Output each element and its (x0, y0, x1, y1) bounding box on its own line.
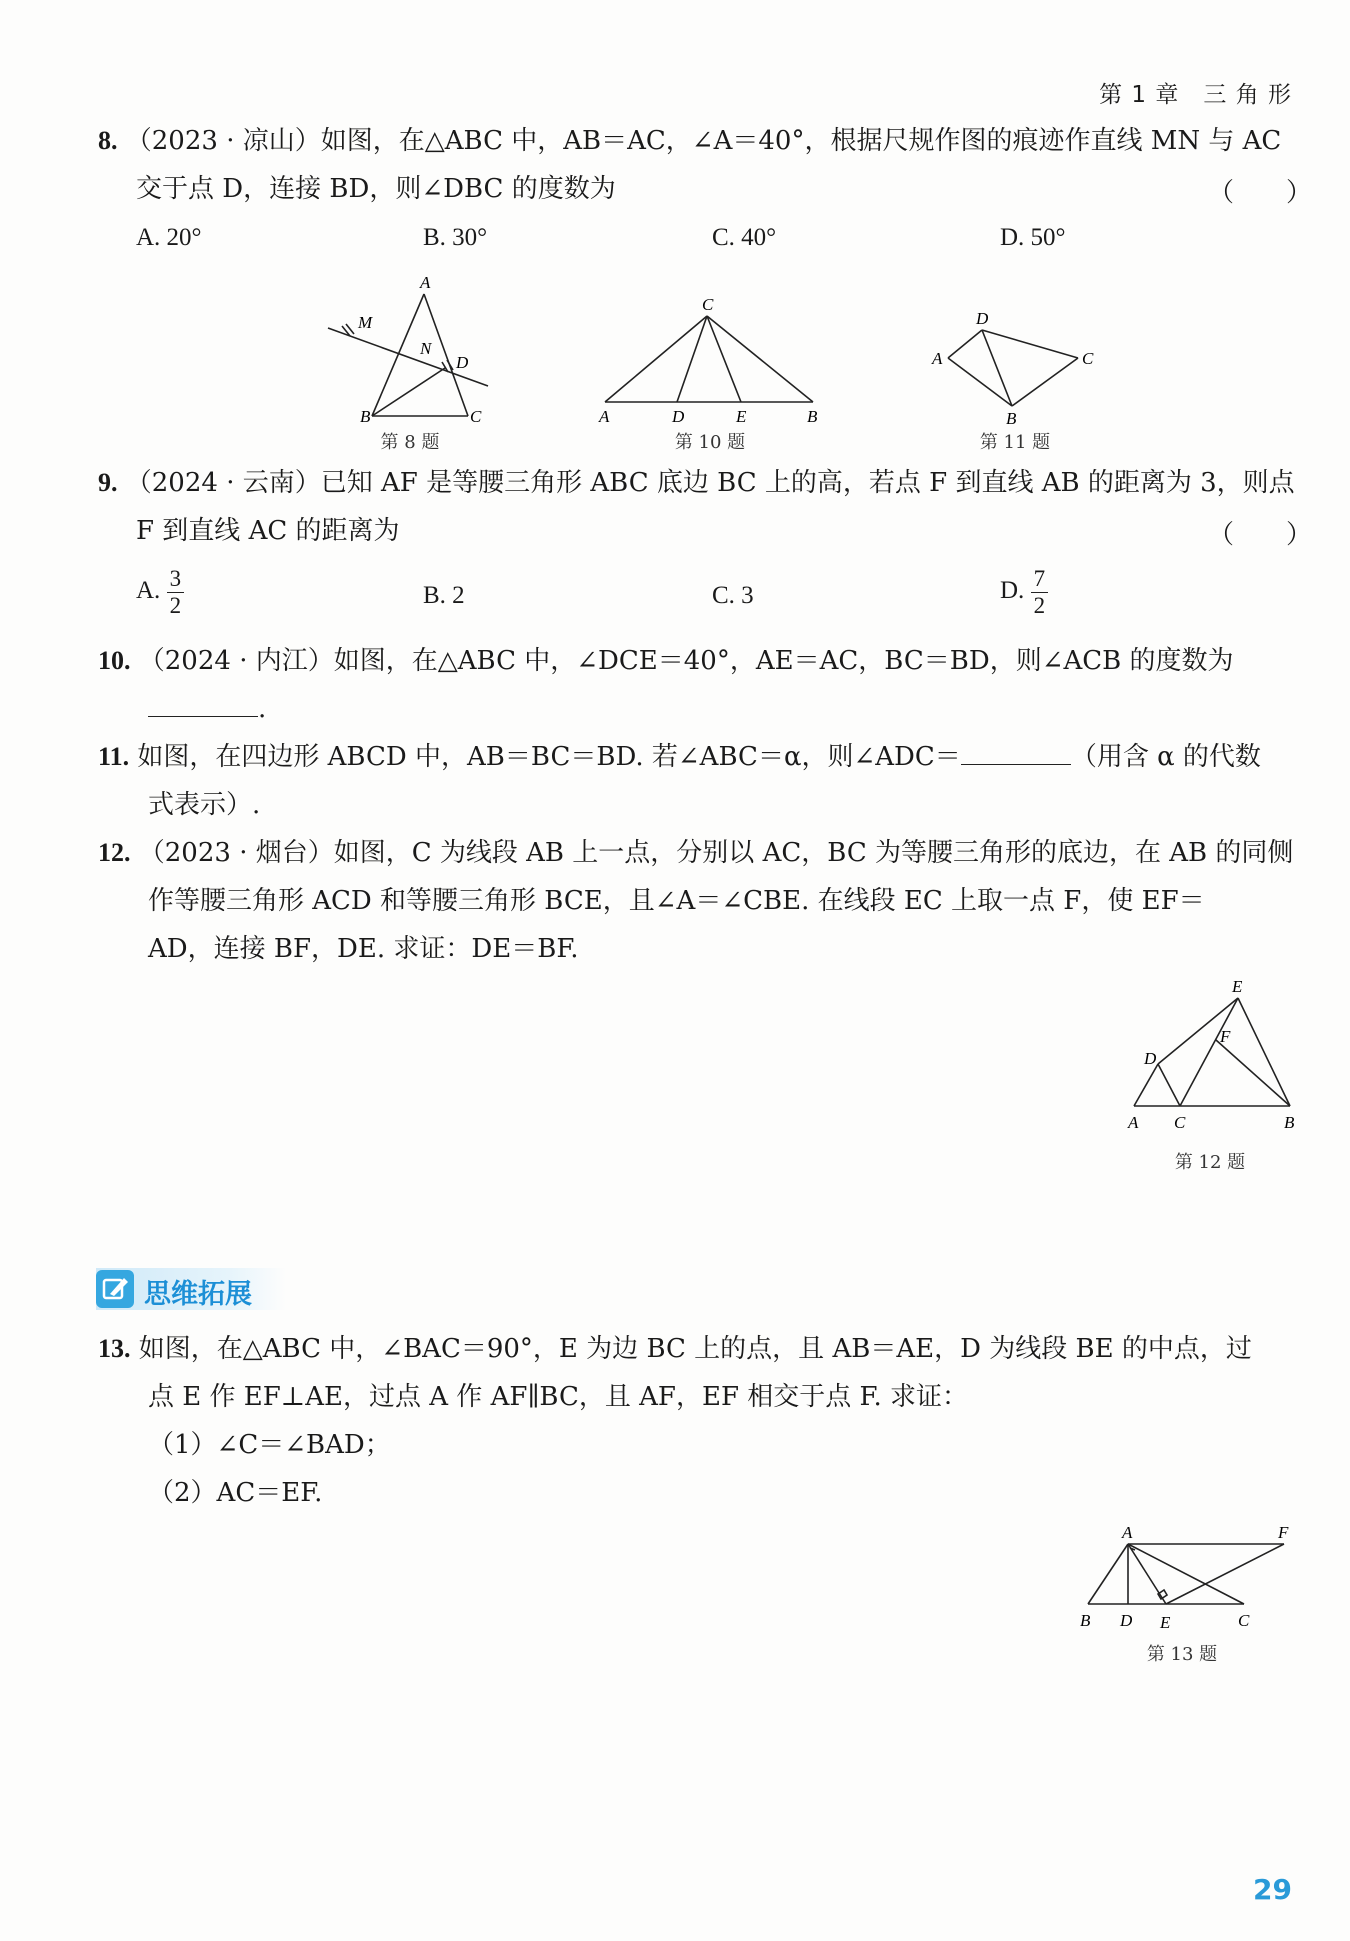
q11-text-1a: 如图，在四边形 ABCD 中，AB＝BC＝BD. 若∠ABC＝α，则∠ADC＝ (137, 742, 961, 772)
q11-text-1b: （用含 α 的代数 (1070, 742, 1261, 772)
q8-line1 (98, 124, 1281, 158)
fig13-label-e: E (1160, 1613, 1171, 1632)
q10-line2 (148, 692, 266, 726)
fig8-label-m: M (358, 313, 373, 332)
q12-line2: 作等腰三角形 ACD 和等腰三角形 BCE，且∠A＝∠CBE. 在线段 EC 上取一点 F，使 EF＝ (148, 886, 1205, 916)
fig11-caption: 第 11 题 (979, 432, 1051, 453)
q9-option-a-denominator: 2 (169, 593, 182, 618)
fig11-label-c: C (1082, 349, 1094, 368)
q12-line1 (98, 836, 1293, 870)
q10-answer-blank (148, 692, 258, 717)
q12-text-1: （2023 · 烟台）如图，C 为线段 AB 上一点，分别以 AC，BC 为等腰三角形的底边，在 AB 的同侧 (138, 838, 1294, 868)
fig12-label-b: B (1284, 1113, 1295, 1132)
q8-line2: 交于点 D，连接 BD，则∠DBC 的度数为 (136, 174, 616, 204)
q9-option-c: C. 3 (712, 582, 754, 609)
fig13-caption: 第 13 题 (1146, 1644, 1218, 1665)
q9-option-d (1000, 566, 1048, 619)
q12-line3: AD，连接 BF，DE. 求证：DE＝BF. (148, 934, 579, 964)
q13-text-1: 如图，在△ABC 中，∠BAC＝90°，E 为边 BC 上的点，且 AB＝AE，D 为线段 BE 的中点，过 (138, 1334, 1252, 1364)
figure-13 (1070, 1514, 1300, 1634)
fig13-label-a: A (1122, 1523, 1133, 1542)
fig12-caption: 第 12 题 (1174, 1152, 1246, 1173)
q8-text-1: （2023 · 凉山）如图，在△ABC 中，AB＝AC，∠A＝40°，根据尺规作图的痕迹作直线 MN 与 AC (125, 126, 1282, 156)
fig8-label-b: B (360, 407, 371, 426)
fig12-label-e: E (1232, 977, 1243, 996)
fig8-label-a: A (420, 273, 431, 292)
fig13-label-b: B (1080, 1611, 1091, 1630)
page-number: 29 (1253, 1873, 1292, 1906)
fig10-label-b: B (807, 407, 818, 426)
q9-option-d-label: D. (1000, 577, 1025, 605)
fig13-label-c: C (1238, 1611, 1250, 1630)
fig12-label-d: D (1144, 1049, 1157, 1068)
fig11-label-a: A (932, 349, 943, 368)
q8-number: 8. (98, 126, 118, 155)
q10-text-1: （2024 · 内江）如图，在△ABC 中，∠DCE＝40°，AE＝AC，BC＝BD，则∠ACB 的度数为 (138, 646, 1234, 676)
q9-option-a-fraction (167, 566, 185, 619)
q8-answer-paren: （ ） (1208, 178, 1313, 208)
q9-option-d-fraction (1031, 566, 1049, 619)
q9-option-a-numerator: 3 (167, 566, 185, 593)
q11-number: 11. (98, 742, 130, 771)
fig10-label-a: A (599, 407, 610, 426)
q10-number: 10. (98, 646, 131, 675)
chapter-header: 第 1 章 三 角 形 (1099, 82, 1292, 108)
figure-10 (595, 290, 835, 430)
q9-number: 9. (98, 468, 118, 497)
section-title: 思维拓展 (144, 1279, 252, 1310)
q12-number: 12. (98, 838, 131, 867)
q9-line2: F 到直线 AC 的距离为 (136, 516, 400, 546)
q8-option-a: A. 20° (136, 224, 202, 251)
q11-line1 (98, 740, 1261, 774)
section-banner (96, 1268, 286, 1310)
fig13-label-f: F (1278, 1523, 1289, 1542)
q10-line1 (98, 644, 1234, 678)
q9-option-b: B. 2 (423, 582, 465, 609)
q13-line1 (98, 1332, 1252, 1366)
q10-period: . (258, 694, 267, 724)
fig10-label-e: E (736, 407, 747, 426)
fig8-caption: 第 8 题 (380, 432, 440, 453)
q13-part1: （1）∠C＝∠BAD； (148, 1430, 391, 1460)
q13-line2: 点 E 作 EF⊥AE，过点 A 作 AF∥BC，且 AF，EF 相交于点 F. 求证： (148, 1382, 969, 1412)
q13-number: 13. (98, 1334, 131, 1363)
fig8-label-d: D (456, 353, 469, 372)
fig10-caption: 第 10 题 (674, 432, 746, 453)
figure-11 (920, 300, 1110, 430)
q9-text-1: （2024 · 云南）已知 AF 是等腰三角形 ABC 底边 BC 上的高，若点 F 到直线 AB 的距离为 3，则点 (125, 468, 1295, 498)
fig8-label-n: N (420, 339, 432, 358)
q8-option-d: D. 50° (1000, 224, 1066, 251)
fig12-label-a: A (1128, 1113, 1139, 1132)
fig10-label-c: C (702, 295, 714, 314)
fig8-label-c: C (470, 407, 482, 426)
q9-option-d-numerator: 7 (1031, 566, 1049, 593)
q13-part2: （2）AC＝EF. (148, 1478, 323, 1508)
fig12-label-f: F (1220, 1027, 1231, 1046)
q11-line2: 式表示）. (148, 790, 261, 820)
fig12-label-c: C (1174, 1113, 1186, 1132)
q8-option-c: C. 40° (712, 224, 777, 251)
q9-option-d-denominator: 2 (1033, 593, 1046, 618)
fig10-label-d: D (672, 407, 685, 426)
edit-icon (96, 1270, 134, 1308)
figure-12 (1118, 976, 1308, 1136)
q9-answer-paren: （ ） (1208, 520, 1313, 550)
q9-option-a-label: A. (136, 577, 161, 605)
figure-8 (320, 270, 500, 430)
fig11-label-b: B (1006, 409, 1017, 428)
q9-line1 (98, 466, 1295, 500)
q8-option-b: B. 30° (423, 224, 488, 251)
fig11-label-d: D (976, 309, 989, 328)
q11-answer-blank (961, 740, 1071, 765)
fig13-label-d: D (1120, 1611, 1133, 1630)
q9-option-a (136, 566, 184, 619)
